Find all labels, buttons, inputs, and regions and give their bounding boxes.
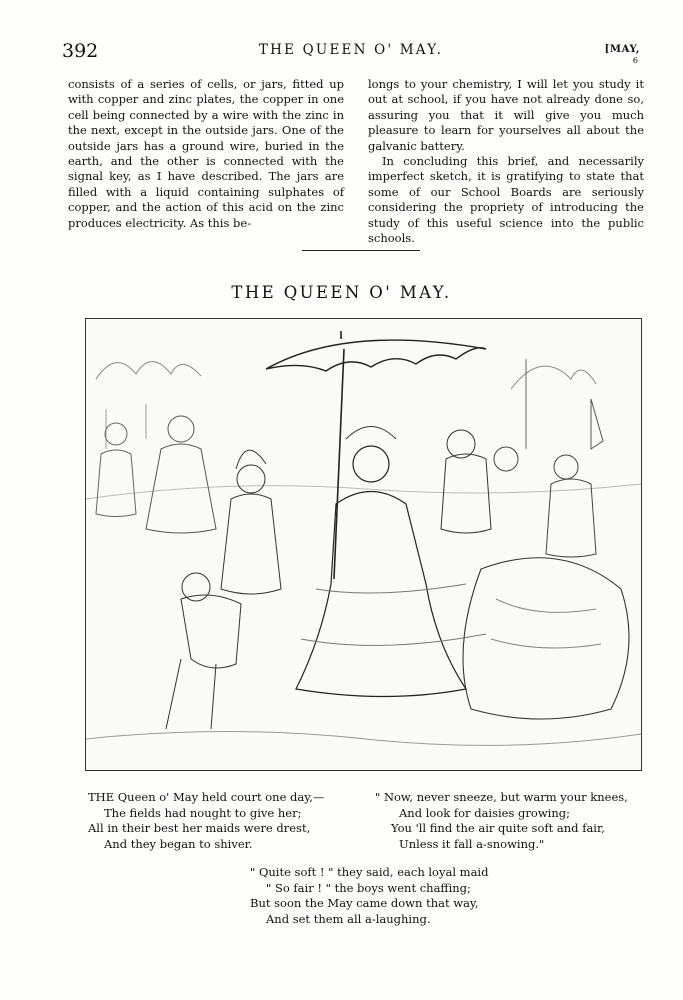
poem-stanza-2 bbox=[375, 790, 628, 852]
signature-mark: 6 bbox=[632, 56, 638, 65]
right-column-paragraph-2: In concluding this brief, and necessarily imperfect sketch, it is gratifying to state that some of our School Boards are seriously considering the propriety of introducing the study of this useful science into the public schools. bbox=[368, 154, 644, 246]
left-column-paragraph: consists of a series of cells, or jars, fitted up with copper and zinc plates, the copper in one cell being connected by a wire with the zinc in the next, except in the outside jars. One of the outside jars has a ground wire, buried in the earth, and the other is connected with the signal key, as I have described. The jars are filled with a liquid containing sulphates of copper, and the action of this acid on the zinc produces electricity. As this be- bbox=[68, 77, 344, 230]
section-divider bbox=[302, 250, 420, 251]
poem-line: But soon the May came down that way, bbox=[250, 896, 479, 910]
poem-stanza-3 bbox=[250, 865, 488, 927]
queen-o-may-illustration bbox=[85, 318, 642, 771]
page-number: 392 bbox=[62, 40, 99, 62]
left-column bbox=[68, 77, 344, 231]
page-header bbox=[62, 40, 640, 64]
poem-line: " Quite soft ! " they said, each loyal maid bbox=[250, 865, 489, 879]
poem-line: All in their best her maids were drest, bbox=[88, 821, 311, 835]
poem-line: Unless it fall a-snowing." bbox=[399, 836, 545, 851]
poem-line: You 'll find the air quite soft and fair, bbox=[391, 821, 605, 835]
poem-line: " Now, never sneeze, but warm your knees, bbox=[375, 790, 628, 804]
poem-line: And they began to shiver. bbox=[104, 836, 253, 851]
poem-line: The fields had nought to give her; bbox=[104, 805, 302, 820]
article-title: THE QUEEN O' MAY. bbox=[231, 283, 452, 302]
right-column bbox=[368, 77, 644, 246]
poem-stanza-1 bbox=[88, 790, 324, 852]
poem-line: THE Queen o' May held court one day,— bbox=[88, 790, 325, 804]
poem-line: " So fair ! " the boys went chaffing; bbox=[266, 880, 471, 895]
engraving-sketch bbox=[86, 319, 641, 770]
running-title: THE QUEEN O' MAY. bbox=[258, 42, 444, 58]
header-month: [MAY, bbox=[604, 44, 640, 55]
right-column-paragraph-1: longs to your chemistry, I will let you study it out at school, if you have not already done so, assuring you that it will give you much pleasure to learn for yourselves all about the galvanic battery. bbox=[368, 77, 644, 153]
poem-line: And set them all a-laughing. bbox=[266, 911, 431, 926]
poem-line: And look for daisies growing; bbox=[399, 805, 570, 820]
